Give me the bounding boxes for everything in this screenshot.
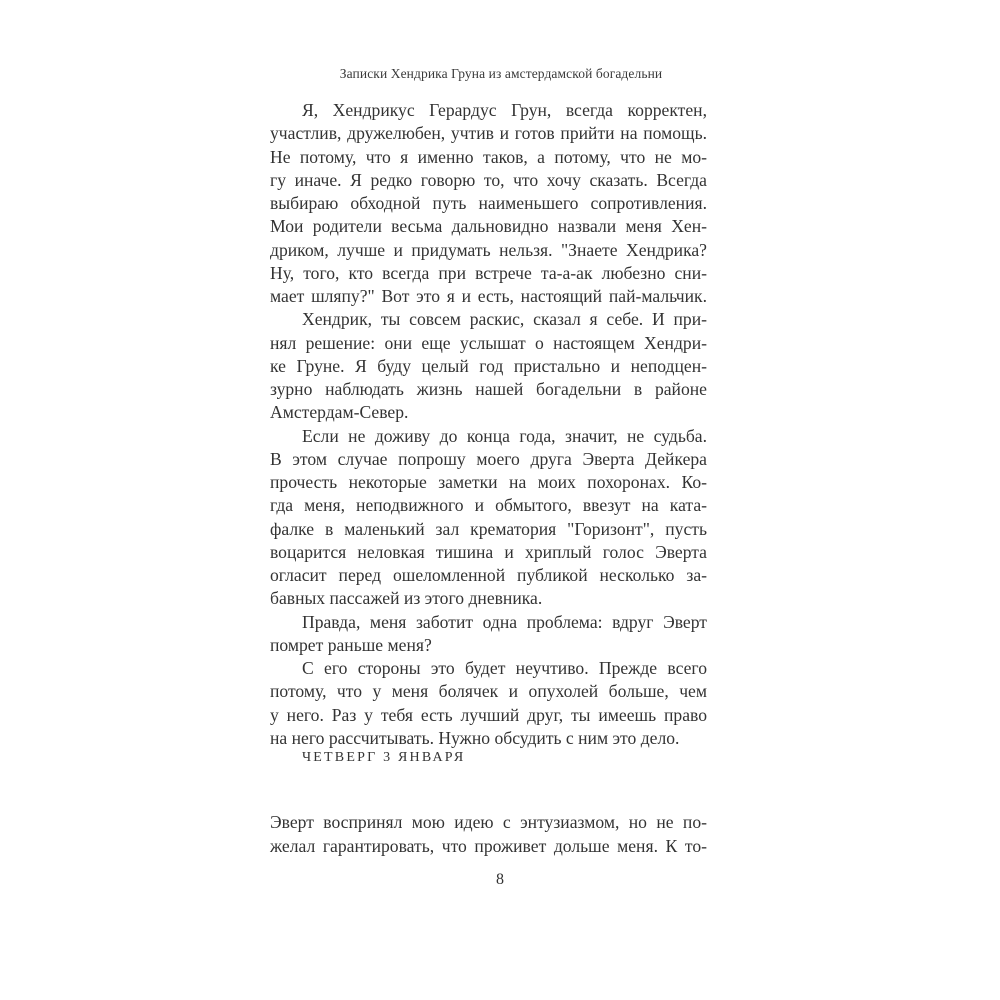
text-line: прочесть некоторые заметки на моих похоронах. Ко- <box>270 472 707 492</box>
text-line: Ну, того, кто всегда при встрече та-а-ак любезно сни- <box>270 262 707 283</box>
text-line: Хендрик, ты совсем раскис, сказал я себе. И при- <box>302 309 707 330</box>
text-line: Мои родители весьма дальновидно назвали меня Хен- <box>270 216 707 237</box>
text-line: Если не доживу до конца года, значит, не судьба. <box>302 425 707 446</box>
text-line: бавных пассажей из этого дневника. <box>270 588 543 609</box>
text-line: гу иначе. Я редко говорю то, что хочу сказать. Всегда <box>270 169 707 190</box>
section-heading: ЧЕТВЕРГ 3 ЯНВАРЯ <box>302 750 466 765</box>
text-line: Не потому, что я именно таков, а потому, что не мо- <box>270 146 707 167</box>
text-line: Эверт воспринял мою идею с энтузиазмом, но не по- <box>270 812 707 832</box>
text-line: дриком, лучше и придумать нельзя. "Знаете Хендрика? <box>270 239 707 260</box>
text-line: Правда, меня заботит одна проблема: вдруг Эверт <box>302 611 707 632</box>
page-number: 8 <box>496 871 504 888</box>
text-line: мает шляпу?" Вот это я и есть, настоящий пай-мальчик. <box>270 286 707 306</box>
text-line: Амстердам-Север. <box>270 402 409 423</box>
text-line: В этом случае попрошу моего друга Эверта Дейкера <box>270 448 707 469</box>
text-line: участлив, дружелюбен, учтив и готов прийти на помощь. <box>270 123 707 144</box>
text-line: желал гарантировать, что проживет дольше меня. К то- <box>270 836 707 856</box>
text-line: ке Груне. Я буду целый год пристально и неподцен- <box>270 355 707 376</box>
text-line: потому, что у меня болячек и опухолей больше, чем <box>270 681 707 702</box>
text-line: воцарится неловкая тишина и хриплый голос Эверта <box>270 541 707 562</box>
text-line: фалке в маленький зал крематория "Горизонт", пусть <box>270 518 707 539</box>
text-line: нял решение: они еще услышат о настоящем Хендри- <box>270 332 707 353</box>
text-line: гда меня, неподвижного и обмытого, ввезут на ката- <box>270 495 707 516</box>
text-line: С его стороны это будет неучтиво. Прежде всего <box>302 658 707 678</box>
text-line: выбираю обходной путь наименьшего сопротивления. <box>270 193 707 213</box>
text-line: огласит перед ошеломленной публикой несколько за- <box>270 565 707 585</box>
running-header: Записки Хендрика Груна из амстердамской богадельни <box>339 66 663 81</box>
text-line: помрет раньше меня? <box>270 634 432 655</box>
text-line: у него. Раз у тебя есть лучший друг, ты имеешь право <box>270 704 707 725</box>
text-line: на него рассчитывать. Нужно обсудить с ним это дело. <box>270 727 680 748</box>
text-line: Я, Хендрикус Герардус Грун, всегда корректен, <box>302 100 707 120</box>
text-line: зурно наблюдать жизнь нашей богадельни в районе <box>270 379 707 399</box>
